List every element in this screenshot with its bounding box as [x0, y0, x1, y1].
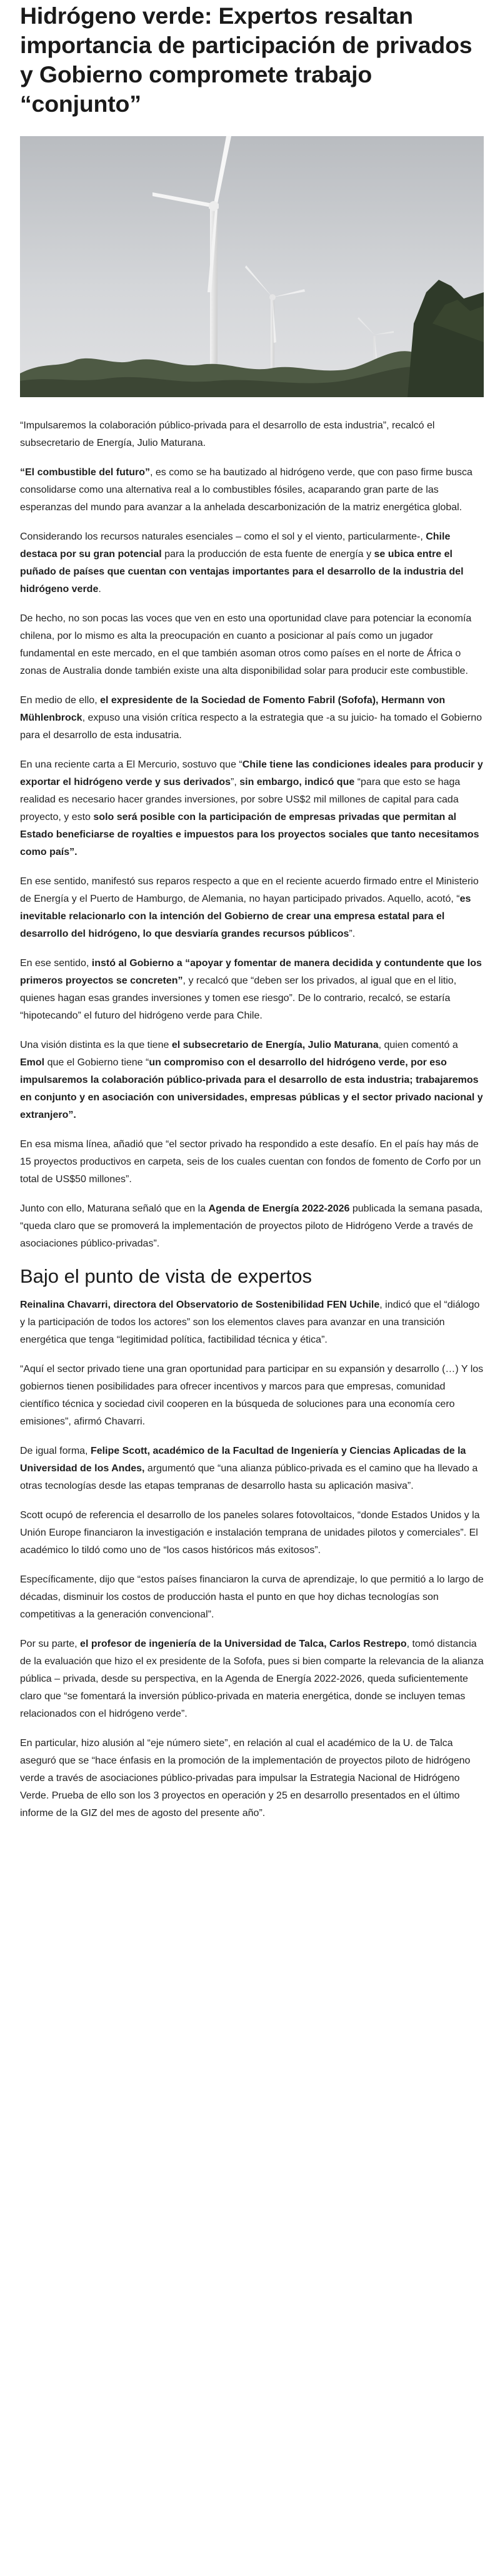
paragraph: [20, 528, 484, 598]
bold-text: instó al Gobierno a “apoyar y fomentar de manera decidida y contundente que los primeros proyectos se concreten”: [20, 958, 482, 986]
hero-image: [20, 136, 484, 397]
text-run: “Aquí el sector privado tiene una gran oportunidad para participar en su expansión y desarrollo (…) Y los gobiernos tienen posibilidades para ofrecer incentivos y marcos para que empresas, comunidad científico técnica y sociedad civil cooperen en la búsqueda de soluciones para una economía cero emisiones”, afirmó Chavarri.: [20, 1364, 484, 1427]
paragraph: [20, 1037, 484, 1124]
text-run: En esa misma línea, añadió que “el sector privado ha respondido a este desafío. En el país hay más de 15 proyectos productivos en carpeta, seis de los cuales cuentan con fondos de fomento de Corfo por un total de US$50 millones”.: [20, 1139, 481, 1185]
bold-text: sin embargo, indicó que: [239, 777, 355, 787]
text-run: , indicó que el “diálogo y la participación de todos los actores” son los elementos claves para avanzar en una transición energética que tenga “legitimidad política, factibilidad técnica y ética”.: [20, 1300, 480, 1345]
paragraph: [20, 1571, 484, 1624]
paragraph: [20, 417, 484, 452]
bold-text: el expresidente de la Sociedad de Fomento Fabril (Sofofa), Hermann von Mühlenbrock: [20, 695, 446, 723]
text-run: .: [98, 584, 101, 595]
text-run: En particular, hizo alusión al “eje número siete”, en relación al cual el académico de la U. de Talca aseguró que se “hace énfasis en la promoción de la implementación de proyectos piloto de hidrógeno verde a través de asociaciones público-privadas para impulsar la Estrategia Nacional de Hidrógeno Verde. Prueba de ello son los 3 proyectos en operación y 25 en desarrollo presentados en el último informe de la GIZ del mes de agosto del presente año”.: [20, 1738, 471, 1818]
text-run: para la producción de esta fuente de energía y: [161, 549, 374, 560]
article-body: [20, 417, 484, 1822]
paragraph: [20, 1443, 484, 1495]
text-run: En medio de ello,: [20, 695, 101, 706]
text-run: En ese sentido,: [20, 958, 92, 969]
paragraph: [20, 756, 484, 861]
text-run: Una visión distinta es la que tiene: [20, 1040, 172, 1050]
bold-text: se ubica entre el puñado de países que cuentan con ventajas importantes para el desarrollo de la industria del hidrógeno verde: [20, 549, 464, 595]
bold-text: el profesor de ingeniería de la Universidad de Talca, Carlos Restrepo: [80, 1639, 407, 1649]
paragraph: [20, 1200, 484, 1253]
text-run: Específicamente, dijo que “estos países financiaron la curva de aprendizaje, lo que permitió a lo largo de décadas, disminuir los costos de producción hasta el punto en que hoy dichas tecnologías son competitivas a la generación convencional”.: [20, 1574, 484, 1620]
bold-text: el subsecretario de Energía, Julio Maturana: [171, 1040, 379, 1050]
text-run: Scott ocupó de referencia el desarrollo de los paneles solares fotovoltaicos, “donde Estados Unidos y la Unión Europe financiaron la investigación e instalación temprana de unidades pilotos y comerciales”. El académico lo tildó como uno de “los casos históricos más exitosos”.: [20, 1510, 480, 1556]
article-paragraphs: [20, 417, 484, 1253]
text-run: , es como se ha bautizado al hidrógeno verde, que con paso firme busca consolidarse como una alternativa real a lo combustibles fósiles, acaparando gran parte de las esperanzas del mundo para avanzar a la anhelada descarbonización de la matriz energética global.: [20, 467, 472, 513]
text-run: De igual forma,: [20, 1446, 91, 1456]
bold-text: “El combustible del futuro”: [20, 467, 151, 478]
text-run: ”.: [349, 929, 356, 939]
text-run: Considerando los recursos naturales esenciales – como el sol y el viento, particularmente-,: [20, 531, 426, 542]
text-run: , tomó distancia de la evaluación que hizo el ex presidente de la Sofofa, pues si bien comparte la relevancia de la alianza pública – privada, desde su perspectiva, en la Agenda de Energía 2022-2026, queda suficientemente claro que “se fomentará la inversión público-privada en materia energética, donde se incluyen temas relacionados con el hidrógeno verde”.: [20, 1639, 484, 1719]
bold-text: Agenda de Energía 2022-2026: [208, 1203, 350, 1214]
text-run: que el Gobierno tiene “: [44, 1057, 149, 1068]
bold-text: Felipe Scott, académico de la Facultad de Ingeniería y Ciencias Aplicadas de la Universidad de los Andes,: [20, 1446, 466, 1474]
text-run: , y recalcó que “deben ser los privados, al igual que en el litio, quienes hagan esas grandes inversiones y tomen ese riesgo”. De lo contrario, recalcó, se estaría “hipotecando” el futuro del hidrógeno verde para Chile.: [20, 975, 457, 1021]
text-run: publicada la semana pasada, “queda claro que se promoverá la implementación de proyectos piloto de Hidrógeno Verde a través de asociaciones público-privadas”.: [20, 1203, 483, 1249]
text-run: argumentó que “una alianza público-privada es el camino que ha llevado a otras tecnologías desde las etapas tempranas de desarrollo hasta su aplicación masiva”.: [20, 1463, 478, 1491]
bold-text: Chile tiene las condiciones ideales para producir y exportar el hidrógeno verde y sus derivados: [20, 759, 483, 787]
bold-text: es inevitable relacionarlo con la intención del Gobierno de crear una empresa estatal para el desarrollo del hidrógeno, lo que desviaría grandes recursos públicos: [20, 894, 471, 939]
text-run: En una reciente carta a El Mercurio, sostuvo que “: [20, 759, 242, 770]
text-run: De hecho, no son pocas las voces que ven en esto una oportunidad clave para potenciar la economía chilena, por lo mismo es alta la preocupación en cuanto a posicionar al país como un jugador fundamental en este mercado, en el que también asoman otros como países en el norte de África o zonas de Australia donde también existe una alta disponibilidad solar para producir este combustible.: [20, 613, 472, 676]
text-run: Por su parte,: [20, 1639, 81, 1649]
paragraph: [20, 464, 484, 516]
text-run: ”,: [231, 777, 240, 787]
paragraph: [20, 873, 484, 943]
wind-turbines-photo-icon: [20, 136, 484, 397]
paragraph: [20, 1361, 484, 1431]
bold-text: Reinalina Chavarri, directora del Observatorio de Sostenibilidad FEN Uchile: [20, 1300, 380, 1310]
article-title: Hidrógeno verde: Expertos resaltan importancia de participación de privados y Gobierno compromete trabajo “conjunto”: [20, 2, 472, 117]
text-run: “para que esto se haga realidad es necesario hacer grandes inversiones, por sobre US$2 mil millones de capital para cada proyecto, y esto: [20, 777, 461, 822]
text-run: “Impulsaremos la colaboración público-privada para el desarrollo de esta industria”, recalcó el subsecretario de Energía, Julio Maturana.: [20, 420, 435, 448]
paragraph: [20, 1296, 484, 1349]
paragraph: [20, 1636, 484, 1723]
text-run: Junto con ello, Maturana señaló que en la: [20, 1203, 209, 1214]
paragraph: [20, 1136, 484, 1188]
paragraph: [20, 692, 484, 744]
section-subheading: Bajo el punto de vista de expertos: [20, 1265, 312, 1287]
text-run: , quien comentó a: [378, 1040, 458, 1050]
paragraph: [20, 955, 484, 1025]
bold-text: Emol: [20, 1057, 45, 1068]
paragraph: [20, 610, 484, 680]
bold-text: un compromiso con el desarrollo del hidrógeno verde, por eso impulsaremos la colaboración público-privada para el desarrollo de esta industria; trabajaremos en conjunto y en asociación con universidades, empresas públicas y el sector privado nacional y extranjero”.: [20, 1057, 483, 1120]
paragraph: [20, 1735, 484, 1822]
text-run: En ese sentido, manifestó sus reparos respecto a que en el reciente acuerdo firmado entre el Ministerio de Energía y el Puerto de Hamburgo, de Alemania, no hayan participado privados. Aquello, acotó, “: [20, 876, 479, 904]
bold-text: Chile destaca por su gran potencial: [20, 531, 451, 560]
text-run: , expuso una visión crítica respecto a la estrategia que -a su juicio- ha tomado el Gobierno para el desarrollo de esta indusatria.: [20, 713, 482, 741]
article: [20, 0, 484, 1834]
bold-text: solo será posible con la participación de empresas privadas que permitan al Estado beneficiarse de royalties e impuestos para los proyectos sociales que tanto necesitamos como país”.: [20, 812, 479, 857]
article-paragraphs-experts: [20, 1296, 484, 1822]
paragraph: [20, 1507, 484, 1559]
